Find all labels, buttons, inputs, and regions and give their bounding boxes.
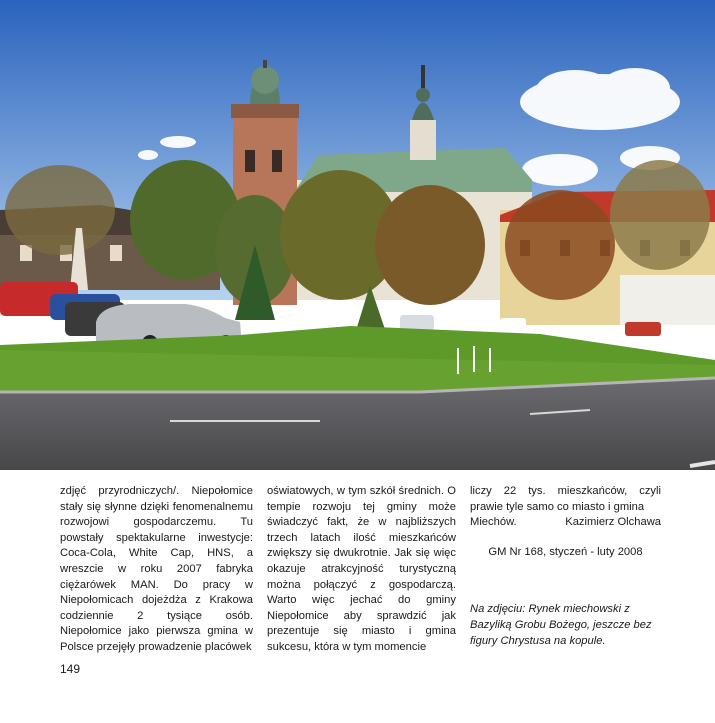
article-text-col3: liczy 22 tys. mieszkańców, czyli prawie tyle samo co miasto i gmina	[470, 485, 661, 513]
photo-caption: Na zdjęciu: Rynek miechowski z Bazyliką Grobu Bożego, jeszcze bez figury Chrystusa na kopule.	[470, 603, 652, 647]
author-name: Kazimierz Olchawa	[565, 516, 661, 529]
article-text-col1: zdjęć przyrodniczych/. Niepołomice stały się słynne dzięki fenomenalnemu rozwojowi gospodarczemu. Tu powstały spektakularne inwestycje: Coca-Cola, White Cap, HNS, a wreszcie w roku 2007 fabryka ciężarówek MAN. Do pracy w Niepołomicach dojeżdża z Krakowa codziennie 2 tysiące osób. Niepołomice jako pierwsza gmina w Polsce przejęły prowadzenie placówek	[60, 485, 253, 653]
signature-line	[470, 515, 661, 531]
article-column-2	[267, 484, 456, 656]
article-column-1	[60, 484, 253, 656]
page-number: 149	[60, 662, 81, 676]
source-reference: GM Nr 168, styczeń - luty 2008	[488, 545, 643, 558]
article-text-col2: oświatowych, w tym szkół średnich. O tempie rozwoju tej gminy może świadczyć fakt, że w najbliższych trzech latach ilość mieszkańców zwiększy się dwukrotnie. Jak się więc okazuje atrakcyjność turystyczną można połączyć z gospodarczą. Warto więc jechać do gminy Niepołomice aby sprawdzić jak prezentuje się miasto i gmina sukcesu, która w tym momencie	[267, 485, 456, 653]
article-column-3	[470, 484, 661, 649]
last-word: Miechów.	[470, 516, 517, 529]
